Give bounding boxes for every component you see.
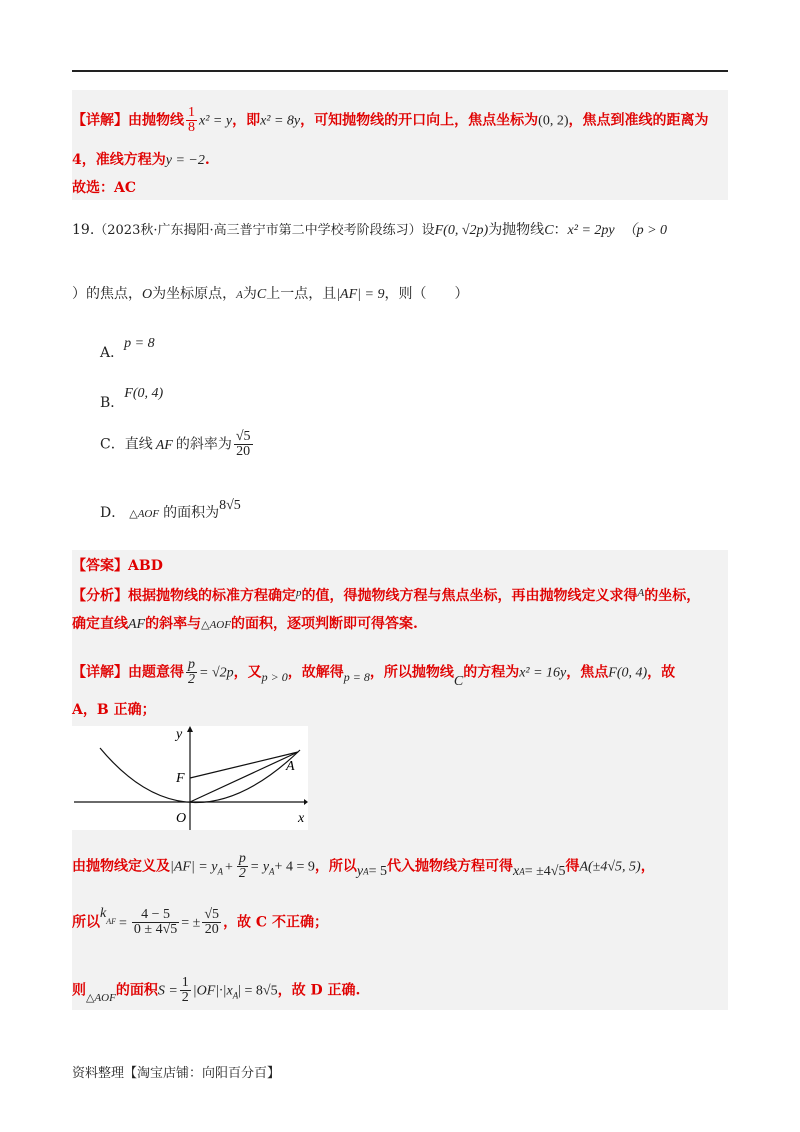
fraction: $\frac{p}{2}$ <box>238 851 246 881</box>
point-a-label: A <box>286 759 295 774</box>
focus-label: F <box>176 771 185 786</box>
parabola-figure <box>72 726 308 830</box>
detail-tag: 【详解】 <box>72 112 128 129</box>
fraction: $\frac{1}{2}$ <box>181 975 189 1005</box>
parabola-graph <box>72 726 308 830</box>
line-fa <box>190 752 298 778</box>
option-d: D． △AOF 的面积为8√5 <box>100 498 241 521</box>
analysis-line-1: 【分析】根据抛物线的标准方程确定$^p$的值，得抛物线方程与焦点坐标，再由抛物线定义求得$^A$的坐标， <box>72 587 701 604</box>
fraction: $\frac{p}{2}$ <box>188 657 195 687</box>
prev-solution-line-1: 【详解】由抛物线 $\frac{1}{8}$ x² = y，即x² = 8y，可知抛物线的开口向上，焦点坐标为(0, 2)，焦点到准线的距离为 <box>72 105 709 135</box>
detail-line-3: 由抛物线定义及$|AF| = y_A$ + $\frac{p}{2}$ = $y_A+ 4 = 9$，所以$y_A= 5$代入抛物线方程可得$x_A= \pm 4√5$得A(±4√5, 5)， <box>72 851 655 881</box>
y-axis-label: y <box>176 727 183 742</box>
option-a: A．p = 8 <box>100 336 155 361</box>
fraction: $\frac{√5}{20}$ <box>235 429 251 459</box>
question-number: 19. <box>72 222 95 238</box>
x-axis-arrow <box>304 799 308 805</box>
prev-solution-line-2: 4，准线方程为y = −2. <box>72 152 210 168</box>
y-axis-arrow <box>187 726 193 732</box>
question-19-line-2: ）的焦点，O为坐标原点，A为C上一点，且|AF| = 9，则（ ） <box>72 286 469 302</box>
fraction: $\frac{4 - 5}{0 \pm 4√5}$ <box>133 907 178 937</box>
x-axis-label: x <box>298 811 305 826</box>
option-b: B．F(0, 4) <box>100 386 164 411</box>
fraction: $\frac{1}{8}$ <box>188 105 195 135</box>
prev-answer: 故选：AC <box>72 180 137 196</box>
question-19-line-1: 19.（2023秋·广东揭阳·高三普宁市第二中学校考阶段练习）设F(0, √2p)为抛物线C：x² = 2py （p > 0 <box>72 222 668 238</box>
header-rule <box>72 70 728 72</box>
answer-line: 【答案】ABD <box>72 558 163 574</box>
origin-label: O <box>176 811 187 826</box>
fraction: $\frac{√5}{20}$ <box>204 907 220 937</box>
analysis-line-2: 确定直线AF的斜率与△AOF的面积，逐项判断即可得答案. <box>72 616 418 632</box>
line-oa <box>190 752 298 802</box>
detail-line-5: 则$_{\triangle AOF}$的面积S = $\frac{1}{2}$ $|OF|\cdot|x_A| = 8√5$，故 D 正确. <box>72 975 361 1005</box>
option-c: C．直线 AF 的斜率为 $\frac{√5}{20}$ <box>100 429 251 459</box>
detail-line-4: 所以$k_{AF}$ = $\frac{4 - 5}{0 \pm 4√5}$ = ± $\frac{√5}{20}$ ，故 C 不正确； <box>72 905 328 937</box>
detail-line-2: A，B 正确； <box>72 702 156 718</box>
detail-line-1: 【详解】由题意得 $\frac{p}{2}$ = √2p，又p > 0，故解得p = 8，所以抛物线C的方程为x² = 16y，焦点F(0, 4)，故 <box>72 657 676 689</box>
footer-text: 资料整理【淘宝店铺：向阳百分百】 <box>72 1066 281 1081</box>
